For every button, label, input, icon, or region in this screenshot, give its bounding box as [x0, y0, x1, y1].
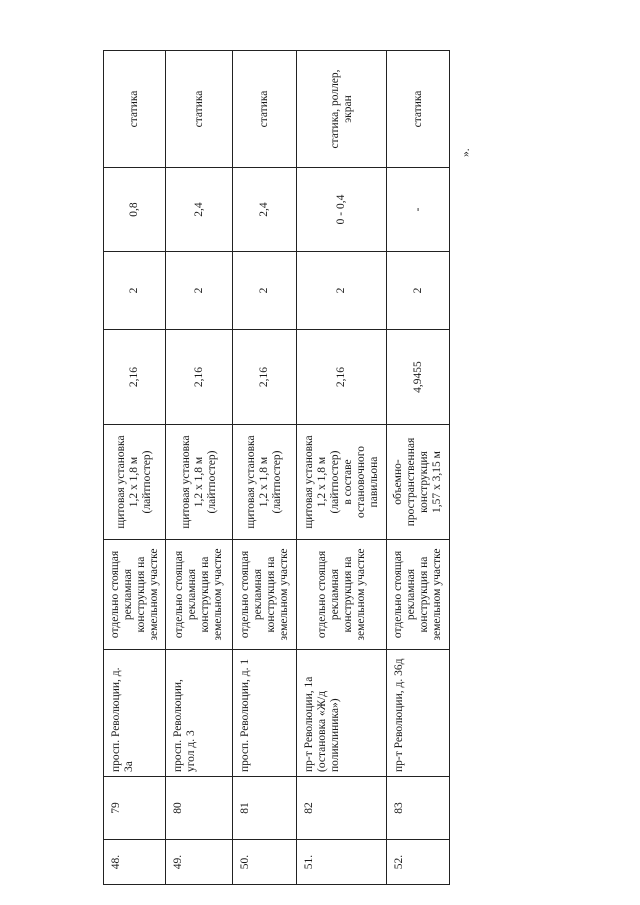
address-cell: пр-т Революции, 1а (остановка «Ж/д поликлиника»): [297, 649, 387, 776]
placement-cell: отдельно стоящая рекламная конструкция на земельном участке: [387, 539, 450, 649]
sides-cell: 2: [233, 251, 297, 329]
item-number-cell: 83: [387, 776, 450, 839]
display-type-cell: статика: [166, 50, 233, 167]
display-type-cell: статика: [387, 50, 450, 167]
table-row: [387, 50, 450, 884]
sides-cell: 2: [104, 251, 166, 329]
area-cell: 2,16: [166, 329, 233, 424]
value-cell: -: [387, 167, 450, 251]
row-index-cell: 52.: [387, 839, 450, 884]
construction-cell: щитовая установка 1,2 х 1,8 м (лайтпостер): [104, 424, 166, 539]
area-cell: 2,16: [297, 329, 387, 424]
item-number-cell: 79: [104, 776, 166, 839]
sides-cell: 2: [387, 251, 450, 329]
value-cell: 2,4: [233, 167, 297, 251]
row-index-cell: 48.: [104, 839, 166, 884]
table-row: [297, 50, 387, 884]
display-type-cell: статика, роллер, экран: [297, 50, 387, 167]
placement-cell: отдельно стоящая рекламная конструкция на земельном участке: [166, 539, 233, 649]
placement-cell: отдельно стоящая рекламная конструкция на земельном участке: [233, 539, 297, 649]
table-row: [233, 50, 297, 884]
table-row: [166, 50, 233, 884]
area-cell: 4,9455: [387, 329, 450, 424]
display-type-cell: статика: [233, 50, 297, 167]
item-number-cell: 80: [166, 776, 233, 839]
advertising-structures-table: [103, 50, 472, 885]
value-cell: 0 - 0,4: [297, 167, 387, 251]
item-number-cell: 81: [233, 776, 297, 839]
area-cell: 2,16: [233, 329, 297, 424]
sides-cell: 2: [166, 251, 233, 329]
row-index-cell: 49.: [166, 839, 233, 884]
item-number-cell: 82: [297, 776, 387, 839]
sides-cell: 2: [297, 251, 387, 329]
area-cell: 2,16: [104, 329, 166, 424]
address-cell: просп. Революции, д. 3а: [104, 649, 166, 776]
construction-cell: щитовая установка 1,2 х 1,8 м (лайтпостер): [233, 424, 297, 539]
display-type-cell: статика: [104, 50, 166, 167]
value-cell: 0,8: [104, 167, 166, 251]
row-index-cell: 51.: [297, 839, 387, 884]
table-row: [104, 50, 166, 884]
closing-quote-mark: ».: [460, 148, 472, 157]
address-cell: просп. Революции, д. 1: [233, 649, 297, 776]
construction-cell: щитовая установка 1,2 х 1,8 м (лайтпостер) в составе остановочного павильона: [297, 424, 387, 539]
construction-cell: щитовая установка 1,2 х 1,8 м (лайтпостер): [166, 424, 233, 539]
value-cell: 2,4: [166, 167, 233, 251]
construction-cell: объемно- пространственная конструкция 1,57 х 3,15 м: [387, 424, 450, 539]
placement-cell: отдельно стоящая рекламная конструкция на земельном участке: [297, 539, 387, 649]
placement-cell: отдельно стоящая рекламная конструкция на земельном участке: [104, 539, 166, 649]
address-cell: просп. Революции, угол д. 3: [166, 649, 233, 776]
row-index-cell: 50.: [233, 839, 297, 884]
address-cell: пр-т Революции, д. 36д: [387, 649, 450, 776]
